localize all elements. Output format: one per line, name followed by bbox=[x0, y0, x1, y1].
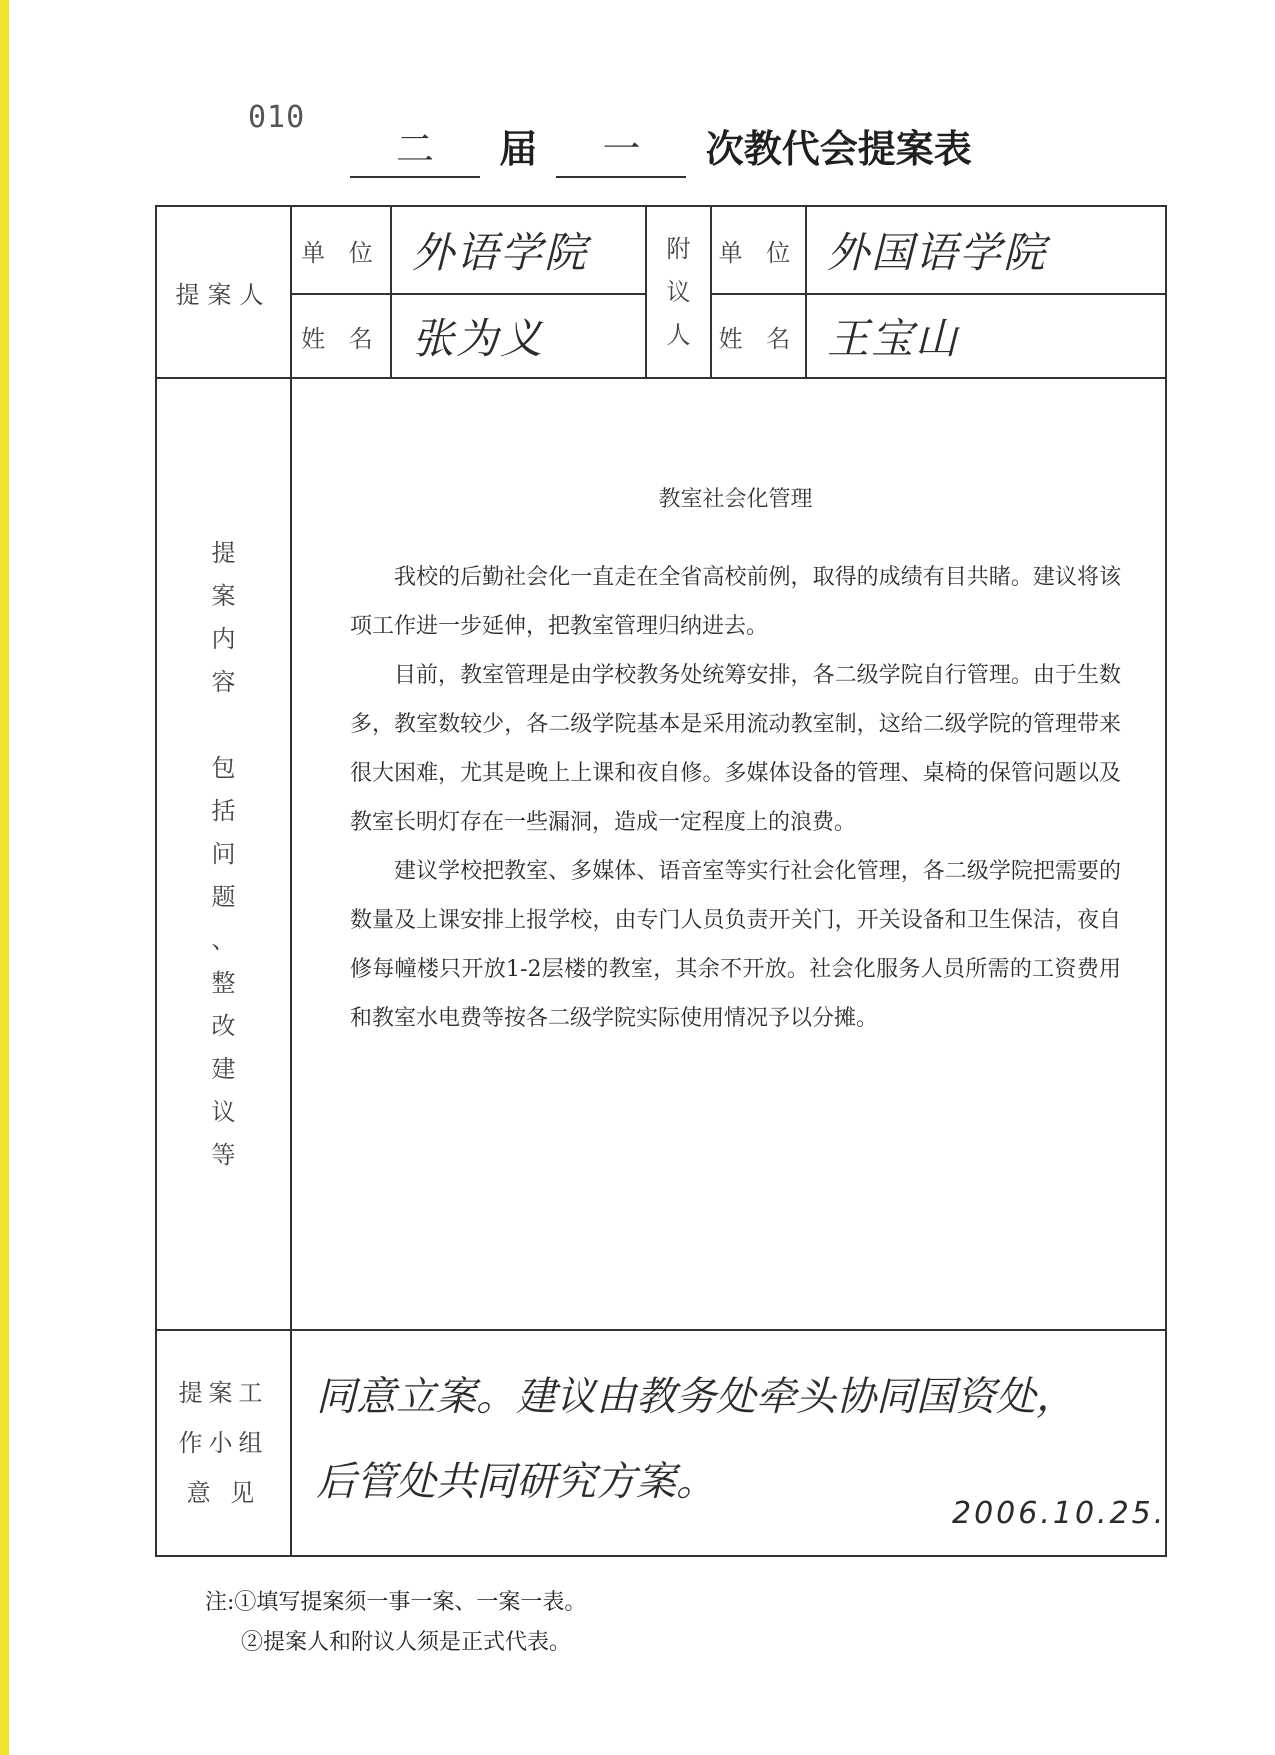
proposal-title: 教室社会化管理 bbox=[658, 487, 813, 512]
content-label-char: 问 bbox=[211, 839, 236, 868]
content-label-char: 括 bbox=[211, 796, 236, 825]
content-label-char: 案 bbox=[211, 581, 236, 610]
opinion-date: 2006.10.25. bbox=[952, 1496, 1167, 1531]
content-label-char: 题 bbox=[211, 882, 236, 911]
proposer-unit-value: 外语学院 bbox=[391, 206, 646, 294]
opinion-text-line: 后管处共同研究方案。 bbox=[316, 1459, 716, 1505]
seconder-label bbox=[646, 206, 711, 378]
content-label-char: 包 bbox=[211, 753, 236, 782]
content-label-char: 等 bbox=[211, 1140, 236, 1169]
content-label-char: 建 bbox=[211, 1054, 236, 1083]
content-label bbox=[156, 378, 291, 1330]
proposal-content bbox=[291, 378, 1166, 1330]
content-label-char: 提 bbox=[211, 538, 236, 567]
form-title bbox=[350, 122, 978, 186]
meeting-number: 一 bbox=[556, 122, 686, 178]
seconder-unit-label: 单 位 bbox=[711, 206, 806, 294]
seconder-label-char: 人 bbox=[666, 320, 691, 349]
proposal-paragraph: 目前，教室管理是由学校教务处统筹安排，各二级学院自行管理。由于生数多，教室数较少，各二级学院基本是采用流动教室制，这给二级学院的管理带来很大困难，尤其是晚上上课和夜自修。多媒体设备的管理、桌椅的保管问题以及教室长明灯存在一些漏洞，造成一定程度上的浪费。 bbox=[350, 663, 1121, 835]
proposer-name-label: 姓 名 bbox=[291, 294, 391, 378]
proposal-form-table bbox=[155, 205, 1167, 1557]
form-notes bbox=[205, 1583, 586, 1663]
proposer-name-value: 张为义 bbox=[391, 294, 646, 378]
proposer-label: 提案人 bbox=[156, 206, 291, 378]
yellow-page-edge bbox=[0, 0, 9, 1755]
content-label-char: 改 bbox=[211, 1011, 236, 1040]
content-label-char bbox=[157, 704, 290, 747]
seconder-unit-value: 外国语学院 bbox=[806, 206, 1166, 294]
opinion-label-line: 作小组 bbox=[178, 1429, 269, 1457]
session-number: 二 bbox=[350, 122, 480, 178]
content-label-char: 容 bbox=[211, 667, 236, 696]
seconder-label-char: 附 bbox=[666, 234, 691, 263]
content-label-char: 内 bbox=[211, 624, 236, 653]
note-2: ②提案人和附议人须是正式代表。 bbox=[241, 1630, 572, 1655]
opinion-text-line: 同意立案。建议由教务处牵头协同国资处， bbox=[316, 1374, 1076, 1420]
content-label-char: 整 bbox=[211, 968, 236, 997]
seconder-name-label: 姓 名 bbox=[711, 294, 806, 378]
opinion-label-line: 意 见 bbox=[186, 1479, 261, 1507]
opinion-label bbox=[156, 1330, 291, 1556]
opinion-label-line: 提案工 bbox=[178, 1379, 269, 1407]
content-label-char: 、 bbox=[211, 925, 236, 954]
proposer-unit-label: 单 位 bbox=[291, 206, 391, 294]
note-1: 注:①填写提案须一事一案、一案一表。 bbox=[205, 1590, 587, 1615]
proposal-paragraph: 我校的后勤社会化一直走在全省高校前例，取得的成绩有目共睹。建议将该项工作进一步延伸，把教室管理归纳进去。 bbox=[350, 565, 1121, 639]
title-word-meeting: 次教代会提案表 bbox=[705, 126, 972, 171]
title-word-session: 届 bbox=[499, 126, 538, 171]
page-number: 010 bbox=[248, 100, 306, 135]
working-group-opinion bbox=[291, 1330, 1166, 1556]
proposal-paragraph: 建议学校把教室、多媒体、语音室等实行社会化管理，各二级学院把需要的数量及上课安排上报学校，由专门人员负责开关门，开关设备和卫生保洁，夜自修每幢楼只开放1-2层楼的教室，其余不开放。社会化服务人员所需的工资费用和教室水电费等按各二级学院实际使用情况予以分摊。 bbox=[350, 859, 1121, 1031]
content-label-char: 议 bbox=[211, 1097, 236, 1126]
seconder-name-value: 王宝山 bbox=[806, 294, 1166, 378]
seconder-label-char: 议 bbox=[666, 277, 691, 306]
